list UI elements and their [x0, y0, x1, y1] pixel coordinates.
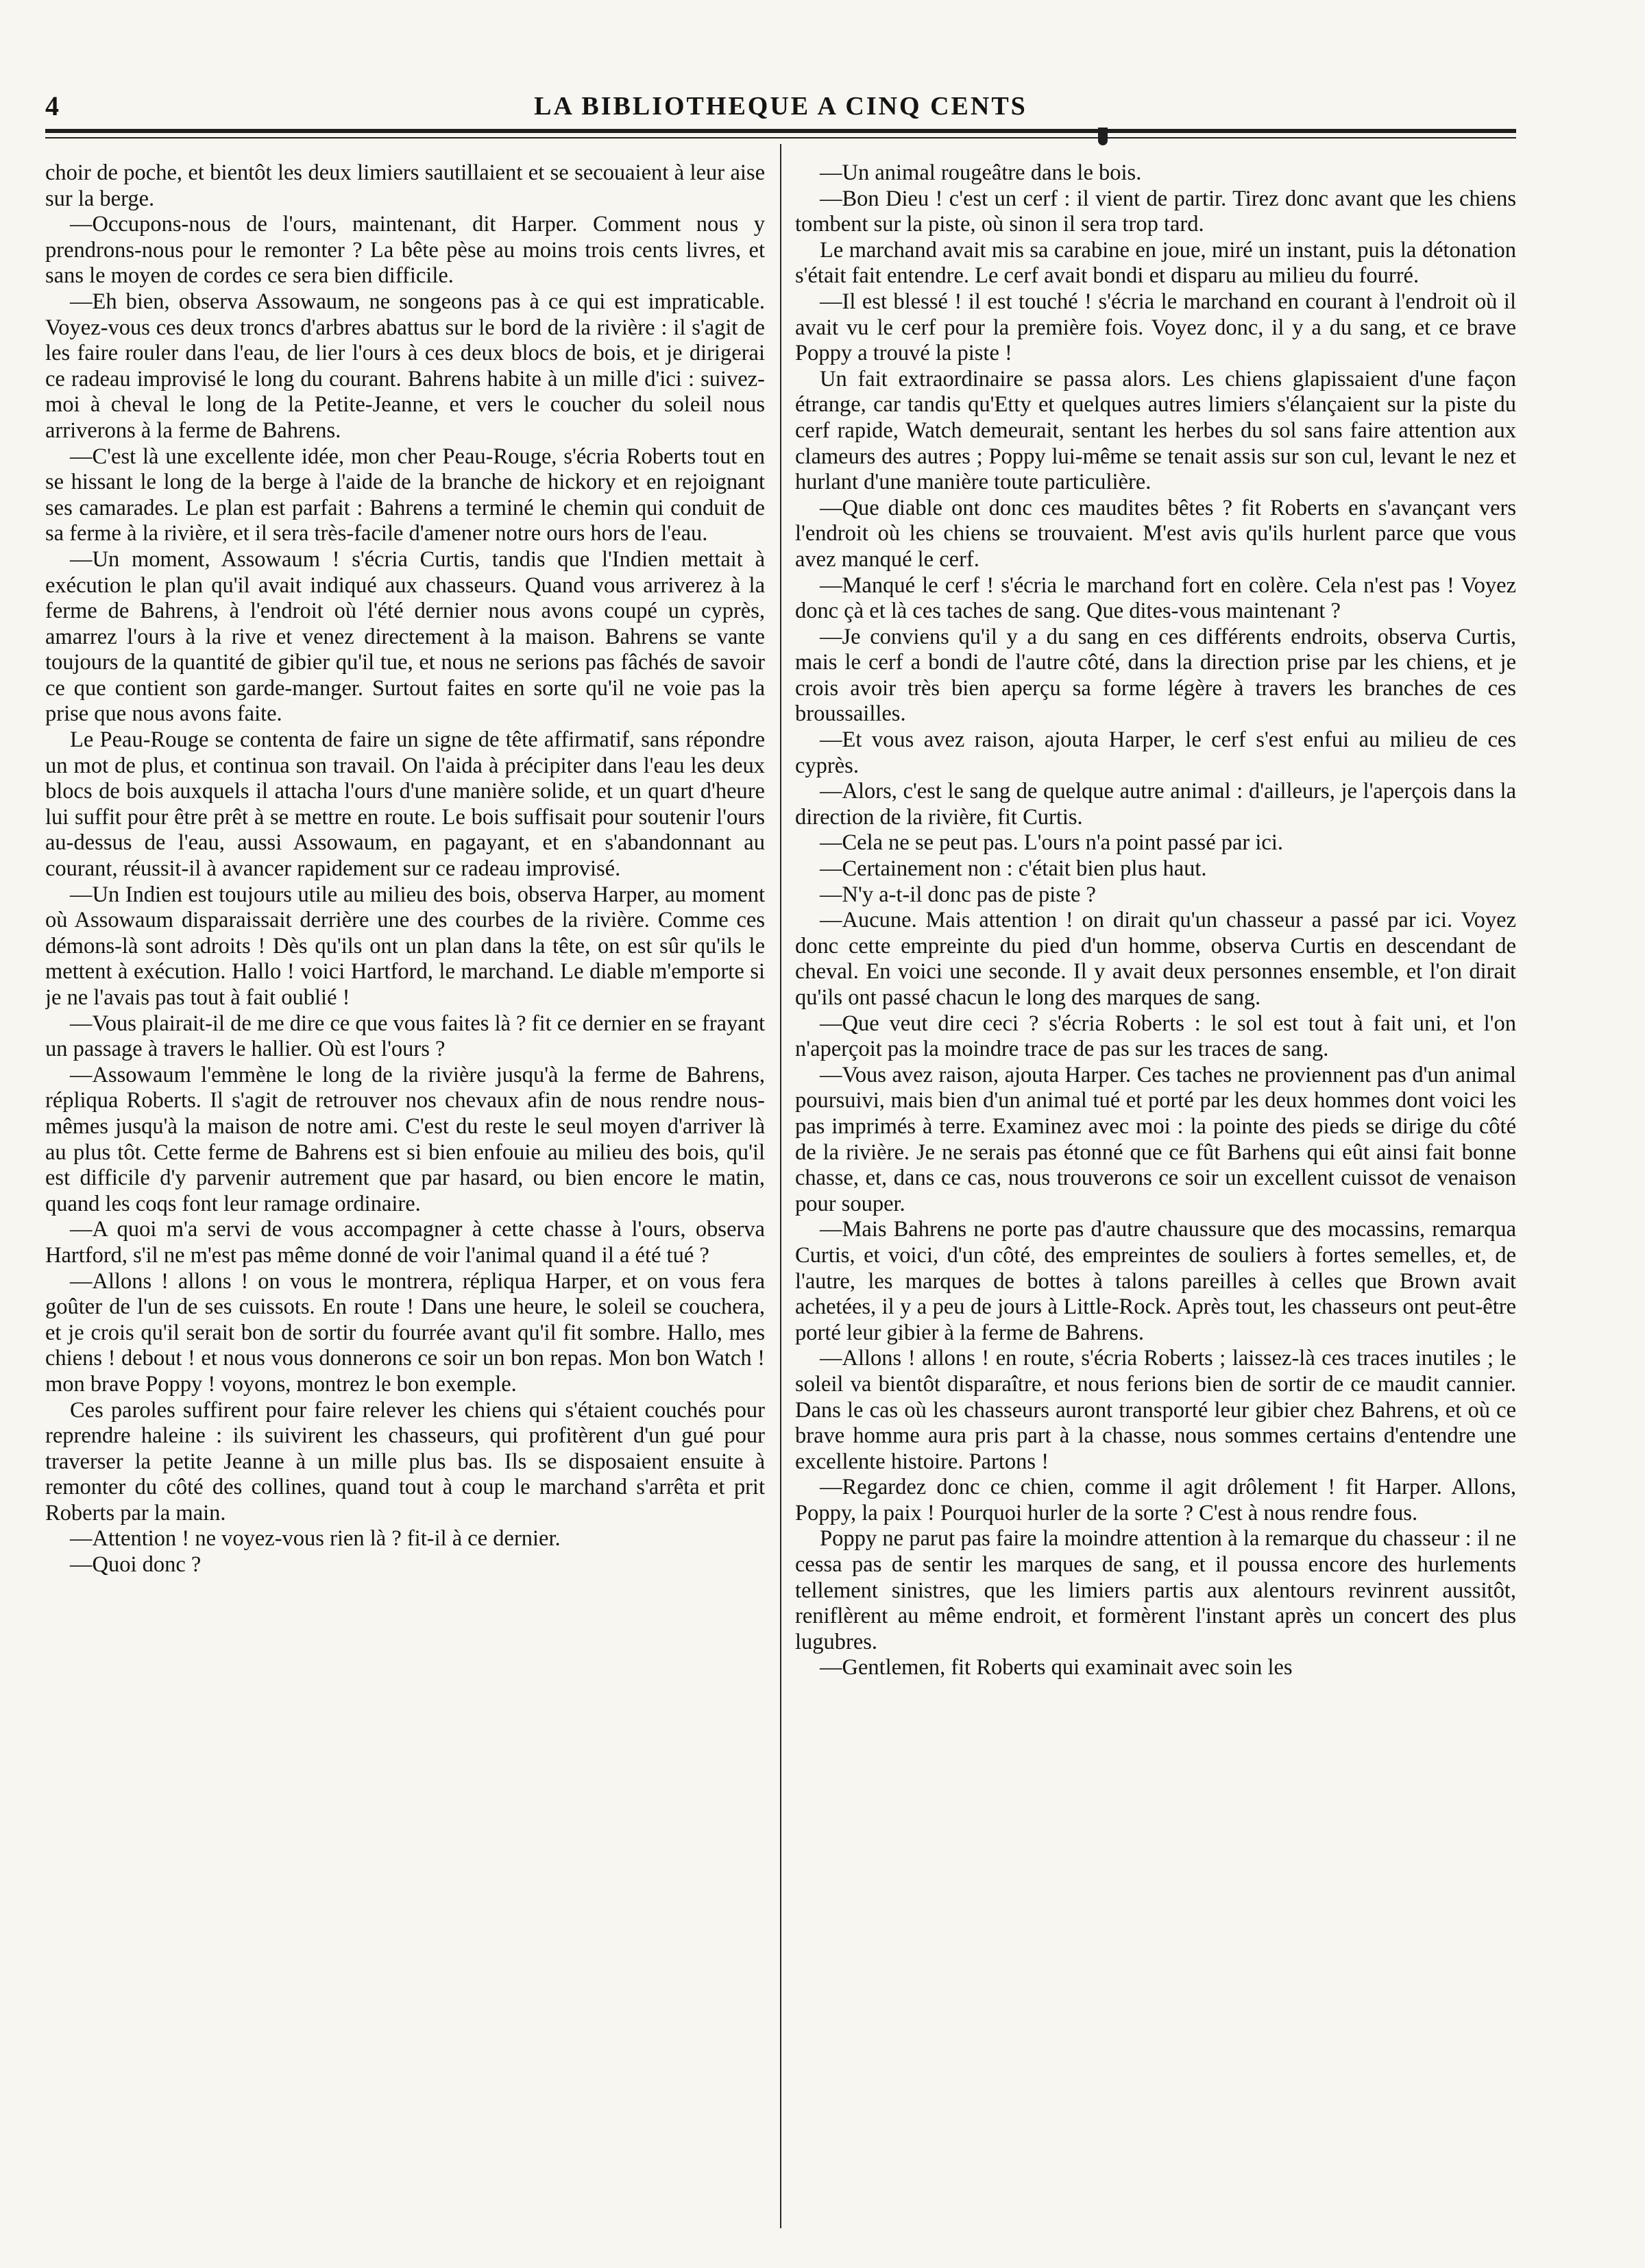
rule-ornament — [1098, 128, 1108, 145]
paragraph: Ces paroles suffirent pour faire relever les chiens qui s'étaient couchés pour reprendre haleine : ils suivirent les chasseurs, qui profitèrent d'un gué pour traverser la petite Jeanne à un mille plus bas. Ils se disposaient ensuite à remonter du côté des collines, quand tout à coup le marchand s'arrêta et prit Roberts par la main. — [45, 1397, 765, 1525]
paragraph: —Mais Bahrens ne porte pas d'autre chaussure que des mocassins, remarqua Curtis, et voici, d'un côté, des empreintes de souliers à fortes semelles, et, de l'autre, les marques de bottes à talons pareilles à celles que Brown avait achetées, il y a peu de jours à Little-Rock. Après tout, les chasseurs ont peut-être porté leur gibier à la ferme de Bahrens. — [795, 1217, 1516, 1345]
left-column — [45, 160, 765, 2238]
page-header — [45, 89, 1516, 123]
paragraph: —Cela ne se peut pas. L'ours n'a point passé par ici. — [820, 830, 1283, 856]
paragraph: —Que diable ont donc ces maudites bêtes ? fit Roberts en s'avançant vers l'endroit où les chiens se trouvaient. M'est avis qu'ils hurlent parce que vous avez manqué le cerf. — [795, 495, 1516, 572]
paragraph: Le marchand avait mis sa carabine en joue, miré un instant, puis la détonation s'était fait entendre. Le cerf avait bondi et disparu au milieu du fourré. — [795, 237, 1516, 289]
header-rule-thick — [45, 129, 1516, 133]
paragraph: —Bon Dieu ! c'est un cerf : il vient de partir. Tirez donc avant que les chiens tombent sur la piste, où sinon il sera trop tard. — [795, 186, 1516, 237]
paragraph: —Eh bien, observa Assowaum, ne songeons pas à ce qui est impraticable. Voyez-vous ces deux troncs d'arbres abattus sur le bord de la rivière : il s'agit de les faire rouler dans l'eau, de lier l'ours à ces deux blocs de bois, et je dirigerai ce radeau improvisé le long du courant. Bahrens habite à un mille d'ici : suivez-moi à cheval le long de la Petite-Jeanne, et vers le coucher du soleil nous arriverons à la ferme de Bahrens. — [45, 289, 765, 443]
paragraph: —Occupons-nous de l'ours, maintenant, dit Harper. Comment nous y prendrons-nous pour le remonter ? La bête pèse au moins trois cents livres, et sans le moyen de cordes ce sera bien difficile. — [45, 212, 765, 289]
paragraph: —Il est blessé ! il est touché ! s'écria le marchand en courant à l'endroit où il avait vu le cerf pour la première fois. Voyez donc, il y a du sang, et ce brave Poppy a trouvé la piste ! — [795, 289, 1516, 366]
paragraph: —C'est là une excellente idée, mon cher Peau-Rouge, s'écria Roberts tout en se hissant le long de la berge à l'aide de la branche de hickory et en rejoignant ses camarades. Le plan est parfait : Bahrens a terminé le chemin qui conduit de sa ferme à la rivière, et il sera très-facile d'amener notre ours hors de l'eau. — [45, 444, 765, 546]
paragraph: —Que veut dire ceci ? s'écria Roberts : le sol est tout à fait uni, et l'on n'aperçoit pas la moindre trace de pas sur les traces de sang. — [795, 1011, 1516, 1062]
paragraph: —Vous plairait-il de me dire ce que vous faites là ? fit ce dernier en se frayant un passage à travers le hallier. Où est l'ours ? — [45, 1011, 765, 1062]
paragraph: Un fait extraordinaire se passa alors. Les chiens glapissaient d'une façon étrange, car tandis qu'Etty et quelques autres limiers s'élançaient sur la piste du cerf rapide, Watch demeurait, sentant les herbes du sol sans faire attention aux clameurs des autres ; Poppy lui-même se tenait assis sur son cul, levant le nez et hurlant d'une manière toute particulière. — [795, 366, 1516, 495]
paragraph: —Allons ! allons ! on vous le montrera, répliqua Harper, et on vous fera goûter de l'un de ses cuissots. En route ! Dans une heure, le soleil se couchera, et je crois qu'il serait bon de sortir du fourrée avant qu'il fit sombre. Hallo, mes chiens ! debout ! et nous vous donnerons ce soir un bon repas. Mon bon Watch ! mon brave Poppy ! voyons, montrez le bon exemple. — [45, 1268, 765, 1397]
paragraph: Poppy ne parut pas faire la moindre attention à la remarque du chasseur : il ne cessa pas de sentir les marques de sang, et il poussa encore des hurlements tellement sinistres, que les limiers partis aux alentours revinrent aussitôt, reniflèrent au même endroit, et formèrent l'instant après un concert des plus lugubres. — [795, 1526, 1516, 1654]
paragraph: —Certainement non : c'était bien plus haut. — [820, 856, 1207, 882]
paragraph: —Vous avez raison, ajouta Harper. Ces taches ne proviennent pas d'un animal poursuivi, mais bien d'un animal tué et porté par les deux hommes dont voici les pas imprimés à terre. Examinez avec moi : la pointe des pieds se dirige du côté de la rivière. Je ne serais pas étonné que ce fût Barhens qui eût ainsi fait bonne chasse, et, dans ce cas, nous trouverons ce soir un excellent cuissot de venaison pour souper. — [795, 1062, 1516, 1216]
paragraph: —Alors, c'est le sang de quelque autre animal : d'ailleurs, je l'aperçois dans la direction de la rivière, fit Curtis. — [795, 779, 1516, 830]
paragraph: —Regardez donc ce chien, comme il agit drôlement ! fit Harper. Allons, Poppy, la paix ! Pourquoi hurler de la sorte ? C'est à nous rendre fous. — [795, 1475, 1516, 1525]
paragraph: —Allons ! allons ! en route, s'écria Roberts ; laissez-là ces traces inutiles ; le soleil va bientôt disparaître, et nous ferions bien de sortir de ce maudit cannier. Dans le cas où les chasseurs auront transporté leur gibier chez Bahrens, et où ce brave homme aura pris part à la chasse, nous sommes certains d'entendre une excellente histoire. Partons ! — [795, 1346, 1516, 1474]
paragraph: —Et vous avez raison, ajouta Harper, le cerf s'est enfui au milieu de ces cyprès. — [795, 727, 1516, 778]
column-divider — [780, 144, 781, 2228]
paragraph: —Un moment, Assowaum ! s'écria Curtis, tandis que l'Indien mettait à exécution le plan qu'il avait indiqué aux chasseurs. Quand vous arriverez à la ferme de Bahrens, à l'endroit où l'été dernier nous avons coupé un cyprès, amarrez l'ours à la rive et venez directement à la maison. Bahrens se vante toujours de la quantité de gibier qu'il tue, et nous ne serions pas fâchés de savoir ce que contient son garde-manger. Surtout faites en sorte qu'il ne voie pas la prise que nous avons faite. — [45, 546, 765, 727]
paragraph: —N'y a-t-il donc pas de piste ? — [820, 882, 1096, 907]
paragraph: —Assowaum l'emmène le long de la rivière jusqu'à la ferme de Bahrens, répliqua Roberts. Il s'agit de retrouver nos chevaux afin de nous rendre nous-mêmes jusqu'à la maison de notre ami. C'est du reste le seul moyen d'arriver là au plus tôt. Cette ferme de Bahrens est si bien enfouie au milieu des bois, qu'il est difficile d'y parvenir autrement que par hasard, ou bien encore le matin, quand les coqs font leur ramage ordinaire. — [45, 1062, 765, 1216]
paragraph: —Quoi donc ? — [70, 1552, 202, 1578]
paragraph: —Gentlemen, fit Roberts qui examinait avec soin les — [820, 1655, 1293, 1680]
header-rule-thin — [45, 137, 1516, 138]
running-title: LA BIBLIOTHEQUE A CINQ CENTS — [534, 92, 1027, 121]
paragraph: —Attention ! ne voyez-vous rien là ? fit-il à ce dernier. — [70, 1526, 561, 1552]
paragraph: —Aucune. Mais attention ! on dirait qu'un chasseur a passé par ici. Voyez donc cette empreinte du pied d'un homme, observa Curtis en descendant de cheval. En voici une seconde. Il y avait deux personnes ensemble, et l'on dirait qu'ils ont passé chacun le long des marques de sang. — [795, 908, 1516, 1010]
paragraph: —A quoi m'a servi de vous accompagner à cette chasse à l'ours, observa Hartford, s'il ne m'est pas même donné de voir l'animal quand il a été tué ? — [45, 1217, 765, 1268]
paragraph: —Un animal rougeâtre dans le bois. — [820, 160, 1142, 185]
paragraph: choir de poche, et bientôt les deux limiers sautillaient et se secouaient à leur aise sur la berge. — [45, 160, 765, 211]
page-number: 4 — [45, 91, 59, 121]
paragraph: —Je conviens qu'il y a du sang en ces différents endroits, observa Curtis, mais le cerf a bondi de l'autre côté, dans la direction prise par les chiens, et je crois avoir très bien aperçu sa forme légère à travers les branches de ces broussailles. — [795, 624, 1516, 727]
paragraph: —Un Indien est toujours utile au milieu des bois, observa Harper, au moment où Assowaum disparaissait derrière une des courbes de la rivière. Comme ces démons-là sont adroits ! Dès qu'ils ont un plan dans la tête, on est sûr qu'ils le mettent à exécution. Hallo ! voici Hartford, le marchand. Le diable m'emporte si je ne l'avais pas tout à fait oublié ! — [45, 882, 765, 1010]
paragraph: Le Peau-Rouge se contenta de faire un signe de tête affirmatif, sans répondre un mot de plus, et continua son travail. On l'aida à précipiter dans l'eau les deux blocs de bois auxquels il attacha l'ours d'une manière solide, et un quart d'heure lui suffit pour être prêt à se mettre en route. Le bois suffisait pour soutenir l'ours au-dessus de l'eau, aussi Assowaum, en pagayant, et en s'abandonnant au courant, réussit-il à avancer rapidement sur ce radeau improvisé. — [45, 727, 765, 882]
paragraph: —Manqué le cerf ! s'écria le marchand fort en colère. Cela n'est pas ! Voyez donc çà et là ces taches de sang. Que dites-vous maintenant ? — [795, 572, 1516, 624]
right-column — [795, 160, 1516, 2238]
